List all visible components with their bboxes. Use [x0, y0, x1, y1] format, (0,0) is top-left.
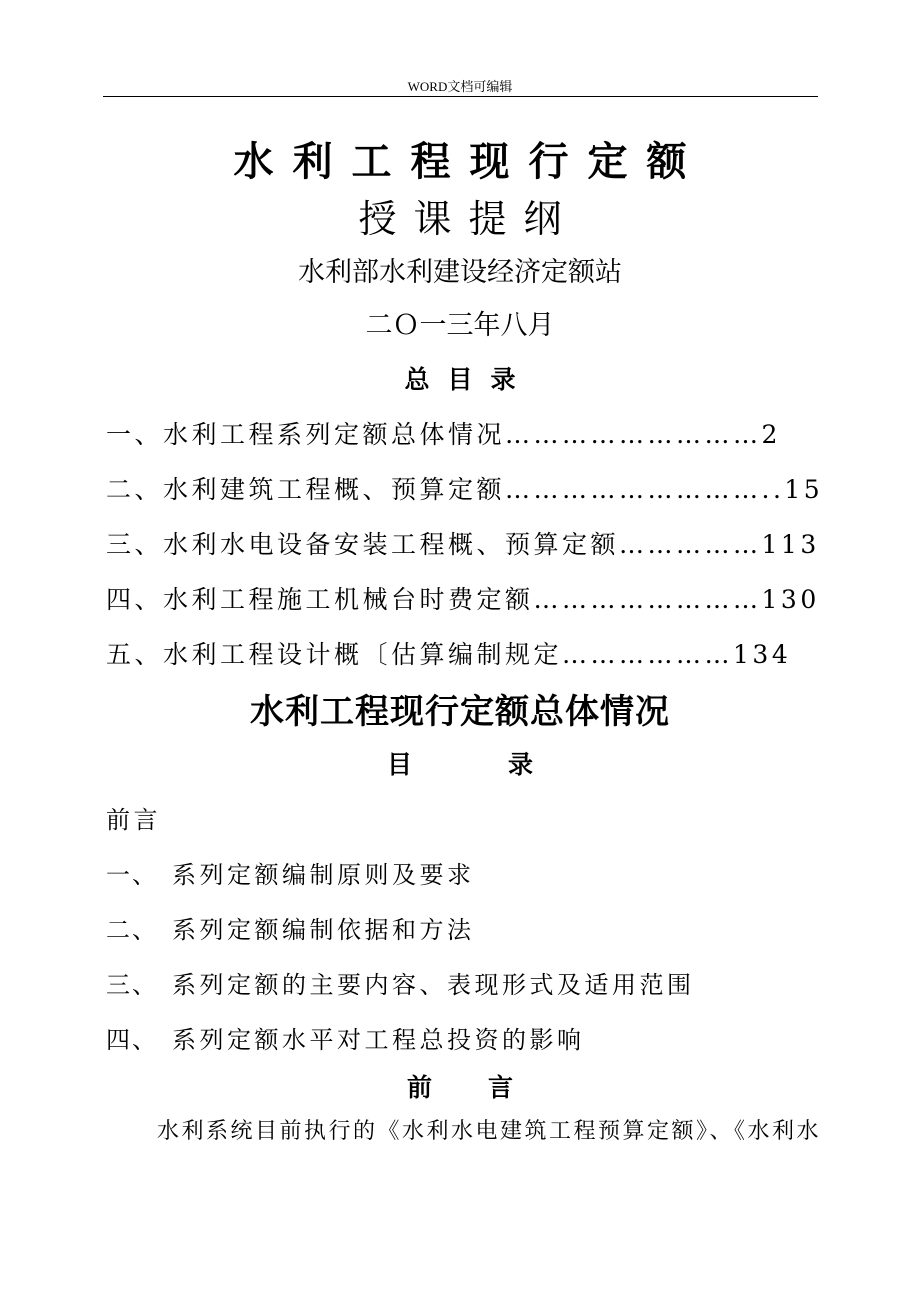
main-toc-heading: 总目录	[404, 365, 534, 394]
toc-entry: 三、水利水电设备安装工程概、预算定额……………113	[106, 530, 820, 559]
toc-entry: 二、水利建筑工程概、预算定额………………………..15	[106, 475, 824, 504]
section-toc-text: 系列定额编制原则及要求	[172, 861, 475, 889]
section-toc-text: 系列定额水平对工程总投资的影响	[172, 1026, 585, 1054]
section-toc-heading: 目录	[386, 750, 629, 779]
section-toc-label: 三、	[106, 971, 158, 999]
header-divider	[103, 96, 818, 97]
document-subtitle: 授课提纲	[358, 197, 579, 241]
toc-entry: 四、水利工程施工机械台时费定额……………………130	[106, 585, 820, 614]
section-toc-label: 四、	[106, 1026, 158, 1054]
document-title: 水利工程现行定额	[233, 138, 706, 185]
preface-paragraph: 水利系统目前执行的《水利水电建筑工程预算定额》、《水利水	[157, 1119, 822, 1144]
toc-entry: 一、水利工程系列定额总体情况………………………2	[106, 420, 781, 449]
preface-heading: 前言	[406, 1073, 569, 1102]
section-title: 水利工程现行定额总体情况	[250, 692, 670, 732]
section-toc-label: 一、	[106, 861, 158, 889]
section-toc-label: 前言	[106, 806, 161, 834]
section-toc-entry	[106, 1020, 695, 1075]
section-toc	[106, 800, 695, 1075]
section-toc-text: 系列定额的主要内容、表现形式及适用范围	[172, 971, 695, 999]
section-toc-entry	[106, 800, 695, 855]
toc-entry: 五、水利工程设计概〔估算编制规定………………134	[106, 640, 792, 669]
section-toc-entry	[106, 855, 695, 910]
section-toc-text: 系列定额编制依据和方法	[172, 916, 475, 944]
page-header: WORD文档可编辑	[407, 79, 513, 94]
section-toc-entry	[106, 910, 695, 965]
section-toc-label: 二、	[106, 916, 158, 944]
document-date: 二Ｏ一三年八月	[365, 310, 555, 341]
organization-name: 水利部水利建设经济定额站	[298, 257, 622, 288]
main-toc	[106, 415, 823, 690]
section-toc-entry	[106, 965, 695, 1020]
